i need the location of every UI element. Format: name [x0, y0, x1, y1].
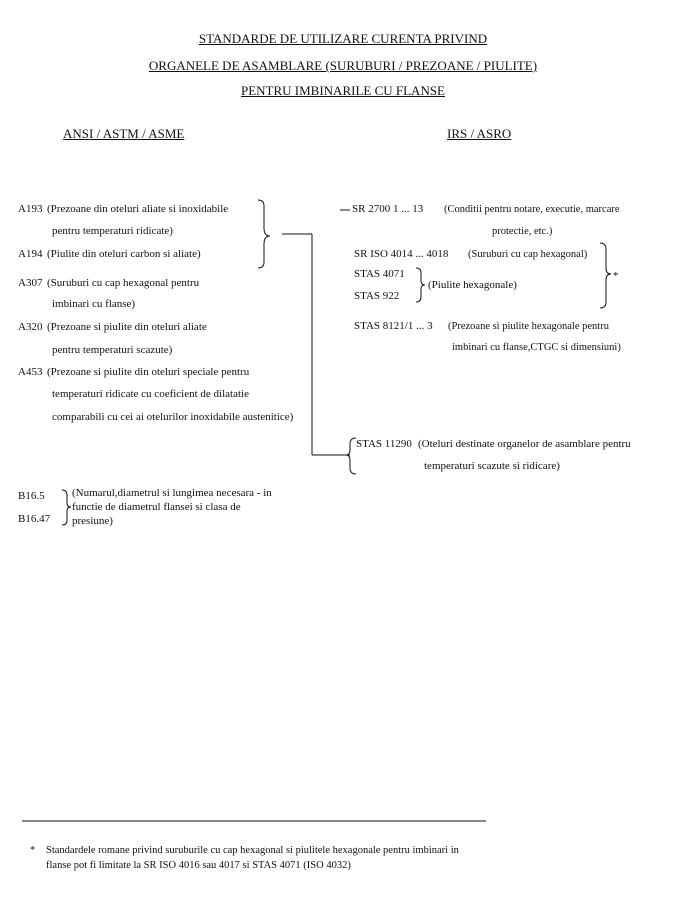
desc-b16-1: (Numarul,diametrul si lungimea necesara - in [72, 487, 272, 499]
footnote-line-1: Standardele romane privind suruburile cu cap hexagonal si piulitele hexagonale pentru imbinari in [46, 845, 459, 856]
code-b16-5: B16.5 [18, 490, 45, 502]
footnote-line-2: flanse pot fi limitate la SR ISO 4016 sau 4017 si STAS 4071 (ISO 4032) [46, 860, 351, 871]
brace-stas-4071-922 [416, 268, 425, 302]
brace-right-group [600, 243, 611, 308]
header-ansi-astm-asme: ANSI / ASTM / ASME [63, 126, 185, 141]
brace-a193-a194 [258, 200, 270, 268]
desc-a193-2: pentru temperaturi ridicate) [52, 225, 173, 237]
code-a194: A194 [18, 248, 43, 260]
desc-stas-8121-1: (Prezoane si piulite hexagonale pentru [448, 321, 609, 332]
title-line-1: STANDARDE DE UTILIZARE CURENTA PRIVIND [198, 31, 488, 46]
brace-stas-11290 [346, 438, 356, 474]
desc-a307-1: (Suruburi cu cap hexagonal pentru [47, 277, 200, 289]
desc-a194: (Piulite din oteluri carbon si aliate) [47, 248, 201, 260]
desc-a453-2: temperaturi ridicate cu coeficient de dilatatie [52, 388, 249, 400]
desc-a193-1: (Prezoane din oteluri aliate si inoxidabile [47, 203, 229, 215]
desc-sr-2700-1: (Conditii pentru notare, executie, marcare [444, 204, 620, 215]
footnote-mark: * [30, 845, 36, 856]
desc-sr-iso: (Suruburi cu cap hexagonal) [468, 249, 588, 260]
desc-a307-2: imbinari cu flanse) [52, 298, 136, 310]
code-sr-2700: SR 2700 1 ... 13 [352, 203, 424, 215]
code-stas-4071: STAS 4071 [354, 268, 405, 280]
desc-piulite: (Piulite hexagonale) [428, 279, 517, 291]
desc-a453-1: (Prezoane si piulite din oteluri speciale pentru [47, 366, 250, 378]
code-sr-iso-4014: SR ISO 4014 ... 4018 [354, 248, 449, 260]
desc-b16-2: functie de diametrul flansei si clasa de [72, 501, 241, 513]
header-irs-asro: IRS / ASRO [447, 126, 512, 141]
desc-a453-3: comparabili cu cei ai otelurilor inoxidabile austenitice) [52, 411, 294, 423]
brace-b16 [62, 490, 71, 525]
desc-a320-1: (Prezoane si piulite din oteluri aliate [47, 321, 207, 333]
desc-stas-11290-1: (Oteluri destinate organelor de asamblare pentru [418, 438, 631, 450]
desc-sr-2700-2: protectie, etc.) [492, 226, 553, 237]
title-line-3: PENTRU IMBINARILE CU FLANSE [240, 83, 446, 98]
code-a453: A453 [18, 366, 43, 378]
code-stas-922: STAS 922 [354, 290, 400, 302]
code-a307: A307 [18, 277, 43, 289]
code-stas-11290: STAS 11290 [356, 438, 412, 450]
code-b16-47: B16.47 [18, 513, 51, 525]
asterisk-mark: * [613, 270, 619, 282]
desc-stas-11290-2: temperaturi scazute si ridicare) [424, 460, 560, 472]
desc-a320-2: pentru temperaturi scazute) [52, 344, 173, 356]
code-a193: A193 [18, 203, 43, 215]
code-stas-8121: STAS 8121/1 ... 3 [354, 320, 433, 332]
title-line-2: ORGANELE DE ASAMBLARE (SURUBURI / PREZOANE / PIULITE) [148, 58, 538, 73]
desc-b16-3: presiune) [72, 515, 113, 527]
desc-stas-8121-2: imbinari cu flanse,CTGC si dimensiuni) [452, 342, 621, 353]
code-a320: A320 [18, 321, 43, 333]
